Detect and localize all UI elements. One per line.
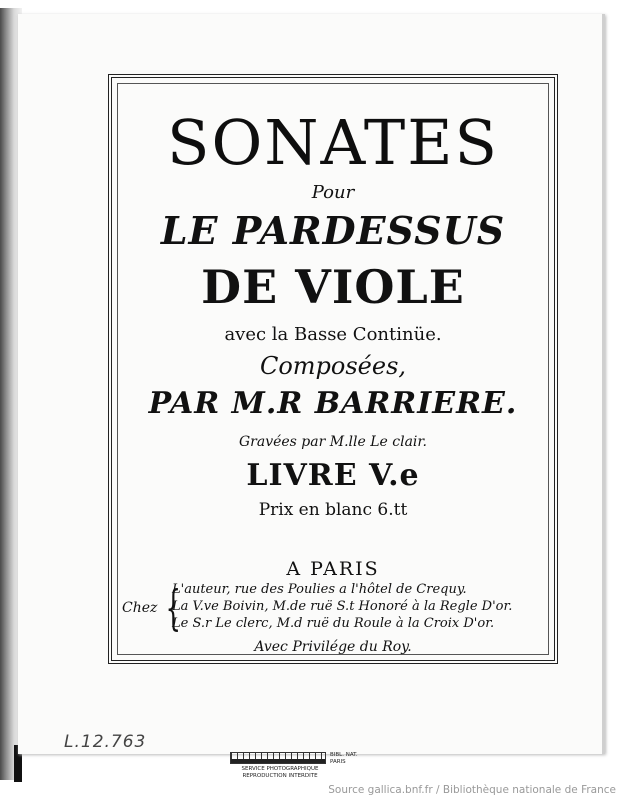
title-pour: Pour (311, 182, 355, 203)
photo-service-stamp: SERVICE PHOTOGRAPHIQUE REPRODUCTION INTERDITE (241, 766, 319, 779)
engraver-credit: Gravées par M.lle Le clair. (238, 434, 428, 450)
composer-name: PAR M.R BARRIERE. (148, 386, 518, 421)
title-pardessus: LE PARDESSUS (160, 208, 506, 253)
library-shelfmark: L.12.763 (64, 732, 147, 752)
publisher-address-1: L'auteur, rue des Poulies a l'hôtel de Crequy. (172, 582, 467, 597)
title-composees: Composées, (259, 352, 407, 380)
publisher-address-2: La V.ve Boivin, M.de ruë S.t Honoré à la Regle D'or. (172, 599, 513, 614)
bnf-stamp: BIBL. NAT. PARIS (330, 752, 358, 765)
source-credit: Source gallica.bnf.fr / Bibliothèque nationale de France (328, 784, 616, 796)
title-frame (108, 74, 558, 664)
publisher-address-3: Le S.r Le clerc, M.d ruë du Roule à la Croix D'or. (172, 616, 495, 631)
title-frame-inner (117, 83, 549, 655)
brace-icon: { (165, 580, 181, 636)
title-basse-continue: avec la Basse Continüe. (224, 324, 442, 345)
price: Prix en blanc 6.tt (258, 500, 408, 520)
title-viole: DE VIOLE (201, 260, 465, 314)
title-sonates: SONATES (166, 106, 500, 179)
book-number: LIVRE V.e (246, 458, 420, 493)
royal-privilege: Avec Privilége du Roy. (254, 639, 412, 655)
photo-scale-bar (230, 752, 326, 764)
title-page (18, 14, 605, 754)
publisher-city: A PARIS (286, 558, 380, 580)
chez-label: Chez (122, 600, 158, 616)
